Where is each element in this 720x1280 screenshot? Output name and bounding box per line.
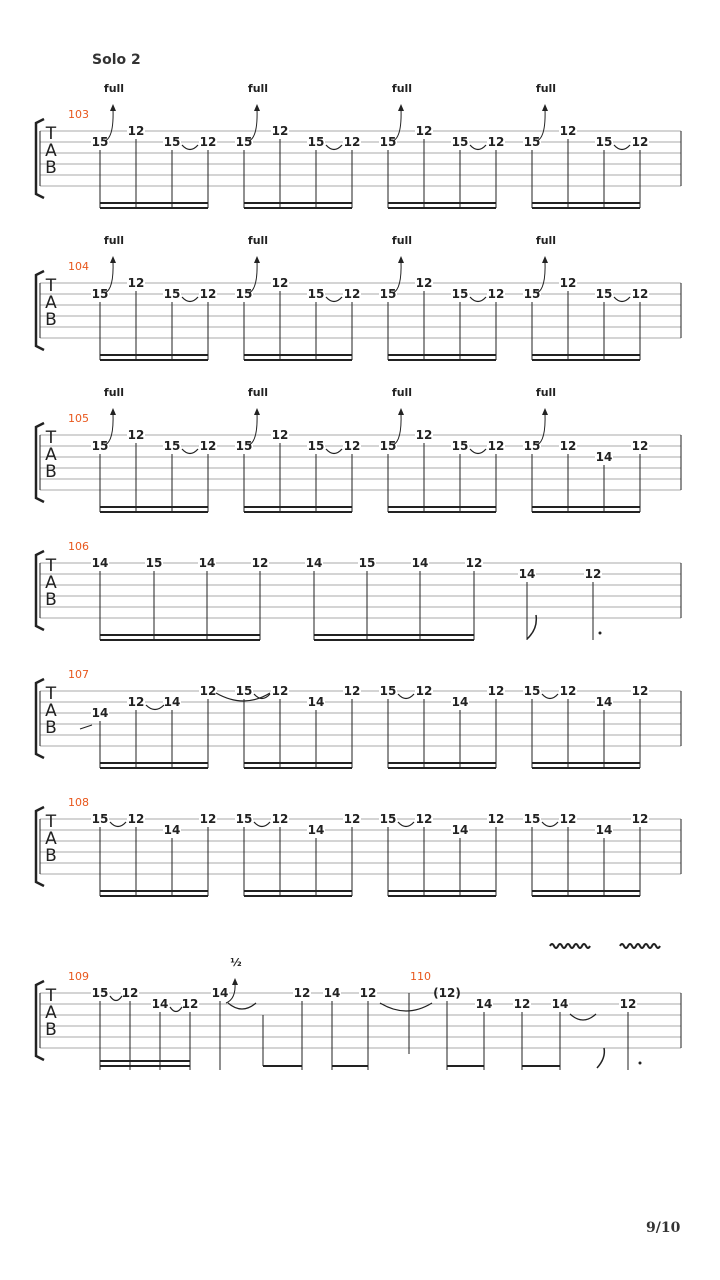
dot [639,1062,642,1065]
tab-clef-letter: A [45,701,57,721]
fret-number: 14 [198,556,216,570]
slur [110,822,126,827]
fret-number: 15 [379,287,397,301]
fret-number: 12 [343,812,361,826]
bend-arrowhead [542,408,548,415]
tab-clef-letter: B [45,158,57,178]
fret-number: 12 [559,684,577,698]
bend-label: full [103,82,125,95]
fret-number: 15 [379,684,397,698]
fret-number: 15 [235,439,253,453]
fret-number: 15 [523,439,541,453]
fret-number: 12 [271,812,289,826]
bend-label: full [535,386,557,399]
fret-number: 14 [518,567,536,581]
measure-number: 106 [68,540,89,553]
fret-number: 12 [359,986,377,1000]
slur [470,145,486,150]
tab-clef-letter: T [45,684,57,704]
tab-clef-letter: T [45,556,57,576]
bend-arrowhead [542,256,548,263]
fret-number: 14 [595,695,613,709]
tab-clef-letter: B [45,590,57,610]
fret-number: 14 [451,695,469,709]
fret-number: 12 [415,684,433,698]
fret-number: 12 [293,986,311,1000]
slide-in [80,725,92,729]
tab-clef-letter: T [45,428,57,448]
fret-number: 15 [451,439,469,453]
fret-number: 14 [151,997,169,1011]
fret-number: 14 [163,823,181,837]
measure-number: 105 [68,412,89,425]
measure-number: 109 [68,970,89,983]
tab-clef-letter: A [45,141,57,161]
slur [398,822,414,827]
measure-number: 108 [68,796,89,809]
fret-number: 12 [127,695,145,709]
fret-number: 15 [163,135,181,149]
slur [110,996,122,1001]
fret-number: 12 [631,439,649,453]
fret-number: 15 [451,135,469,149]
fret-number: 12 [559,124,577,138]
fret-number: 15 [91,287,109,301]
fret-number: 14 [595,823,613,837]
fret-number: 12 [559,812,577,826]
fret-number: 12 [181,997,199,1011]
slur [170,1007,182,1012]
fret-number: 14 [411,556,429,570]
slur [398,694,414,699]
measure-number: 110 [410,970,431,983]
fret-number: 15 [379,135,397,149]
slur [542,822,558,827]
fret-number: 12 [487,135,505,149]
page-number: 9/10 [646,1220,681,1236]
tab-clef-letter: B [45,846,57,866]
slur [470,449,486,454]
fret-number: 12 [199,287,217,301]
fret-number: 15 [235,287,253,301]
fret-number: 12 [121,986,139,1000]
fret-number: 15 [163,287,181,301]
fret-number: 15 [307,135,325,149]
fret-number: 15 [163,439,181,453]
fret-number: 12 [127,428,145,442]
fret-number: 15 [523,812,541,826]
bend-arrowhead [254,104,260,111]
bend-arrowhead [110,256,116,263]
section-title: Solo 2 [92,52,141,68]
bend-arrowhead [398,408,404,415]
fret-number: 14 [475,997,493,1011]
fret-number: 14 [163,695,181,709]
measure-number: 107 [68,668,89,681]
tab-clef-letter: T [45,276,57,296]
fret-number: 15 [145,556,163,570]
bend-label: full [391,82,413,95]
fret-number: 12 [631,135,649,149]
fret-number: 12 [513,997,531,1011]
tab-clef-letter: T [45,124,57,144]
fret-number: 12 [343,287,361,301]
fret-number: 15 [91,135,109,149]
fret-number: 15 [595,135,613,149]
fret-number: 12 [199,439,217,453]
slur [146,705,164,710]
fret-number: 12 [343,439,361,453]
fret-number: 12 [415,812,433,826]
tab-clef-letter: B [45,310,57,330]
bend-label: full [247,82,269,95]
bend-label: full [535,234,557,247]
bend-label: full [535,82,557,95]
bend-arrowhead [254,256,260,263]
slur [542,694,558,699]
fret-number: 12 [487,439,505,453]
slur [182,145,198,150]
fret-number: 14 [595,450,613,464]
fret-number: 15 [307,287,325,301]
fret-number: 12 [343,684,361,698]
fret-number: 12 [619,997,637,1011]
fret-number: 12 [487,684,505,698]
fret-number: 15 [307,439,325,453]
tab-clef-letter: B [45,462,57,482]
vibrato-mark [550,944,590,948]
slur [326,297,342,302]
tab-clef-letter: B [45,1020,57,1040]
fret-number: 12 [343,135,361,149]
bend-label: full [103,234,125,247]
tab-clef-letter: T [45,986,57,1006]
fret-number: 12 [251,556,269,570]
bend-arrowhead [398,256,404,263]
dot [599,632,602,635]
bend-label: ½ [230,956,242,969]
bend-label: full [247,234,269,247]
slur [326,145,342,150]
fret-number: 15 [523,684,541,698]
tab-clef-letter: A [45,293,57,313]
fret-number: 12 [584,567,602,581]
flag [597,1048,604,1068]
slur [614,297,630,302]
fret-number: 14 [91,556,109,570]
slur [254,822,270,827]
bend-label: full [391,386,413,399]
fret-number: 12 [487,287,505,301]
bend-label: full [391,234,413,247]
fret-number: 14 [451,823,469,837]
tab-clef-letter: A [45,445,57,465]
fret-number: 12 [487,812,505,826]
bend-arrowhead [398,104,404,111]
fret-number: 12 [631,812,649,826]
fret-number: 15 [235,684,253,698]
fret-number: 12 [415,124,433,138]
fret-number: 15 [523,287,541,301]
fret-number: 14 [91,706,109,720]
bend-arrowhead [232,978,238,985]
measure-number: 103 [68,108,89,121]
fret-number: 14 [323,986,341,1000]
fret-number: 14 [307,695,325,709]
bend-arrowhead [254,408,260,415]
fret-number: 15 [91,439,109,453]
flag [527,615,536,639]
fret-number: 12 [127,276,145,290]
fret-number: 12 [465,556,483,570]
slur [182,449,198,454]
fret-number: 15 [358,556,376,570]
bend-label: full [103,386,125,399]
fret-number: 12 [199,135,217,149]
fret-number: 15 [451,287,469,301]
slur [614,145,630,150]
vibrato-mark [620,944,660,948]
fret-number: 12 [271,428,289,442]
fret-number: 12 [271,684,289,698]
bend-arrowhead [110,104,116,111]
fret-number: 15 [235,812,253,826]
fret-number: 15 [379,439,397,453]
fret-number: 12 [559,439,577,453]
fret-number: 15 [595,287,613,301]
fret-number: 12 [271,124,289,138]
measure-number: 104 [68,260,89,273]
fret-number: 12 [127,124,145,138]
fret-number: 12 [631,684,649,698]
fret-number: 12 [559,276,577,290]
fret-number: 15 [235,135,253,149]
fret-number: 14 [305,556,323,570]
bend-arrowhead [110,408,116,415]
tab-clef-letter: A [45,829,57,849]
tab-clef-letter: T [45,812,57,832]
fret-number: 15 [91,986,109,1000]
bend-label: full [247,386,269,399]
fret-number: 12 [127,812,145,826]
tab-clef-letter: A [45,1003,57,1023]
fret-number: 12 [199,684,217,698]
fret-number: 14 [551,997,569,1011]
fret-number: 12 [199,812,217,826]
fret-number: 12 [271,276,289,290]
slur [470,297,486,302]
fret-number: 14 [211,986,229,1000]
fret-number: (12) [433,986,461,1000]
tab-clef-letter: B [45,718,57,738]
fret-number: 15 [91,812,109,826]
fret-number: 12 [631,287,649,301]
slur [182,297,198,302]
fret-number: 15 [523,135,541,149]
tab-clef-letter: A [45,573,57,593]
fret-number: 14 [307,823,325,837]
slur [326,449,342,454]
bend-arrowhead [542,104,548,111]
fret-number: 15 [379,812,397,826]
fret-number: 12 [415,276,433,290]
fret-number: 12 [415,428,433,442]
